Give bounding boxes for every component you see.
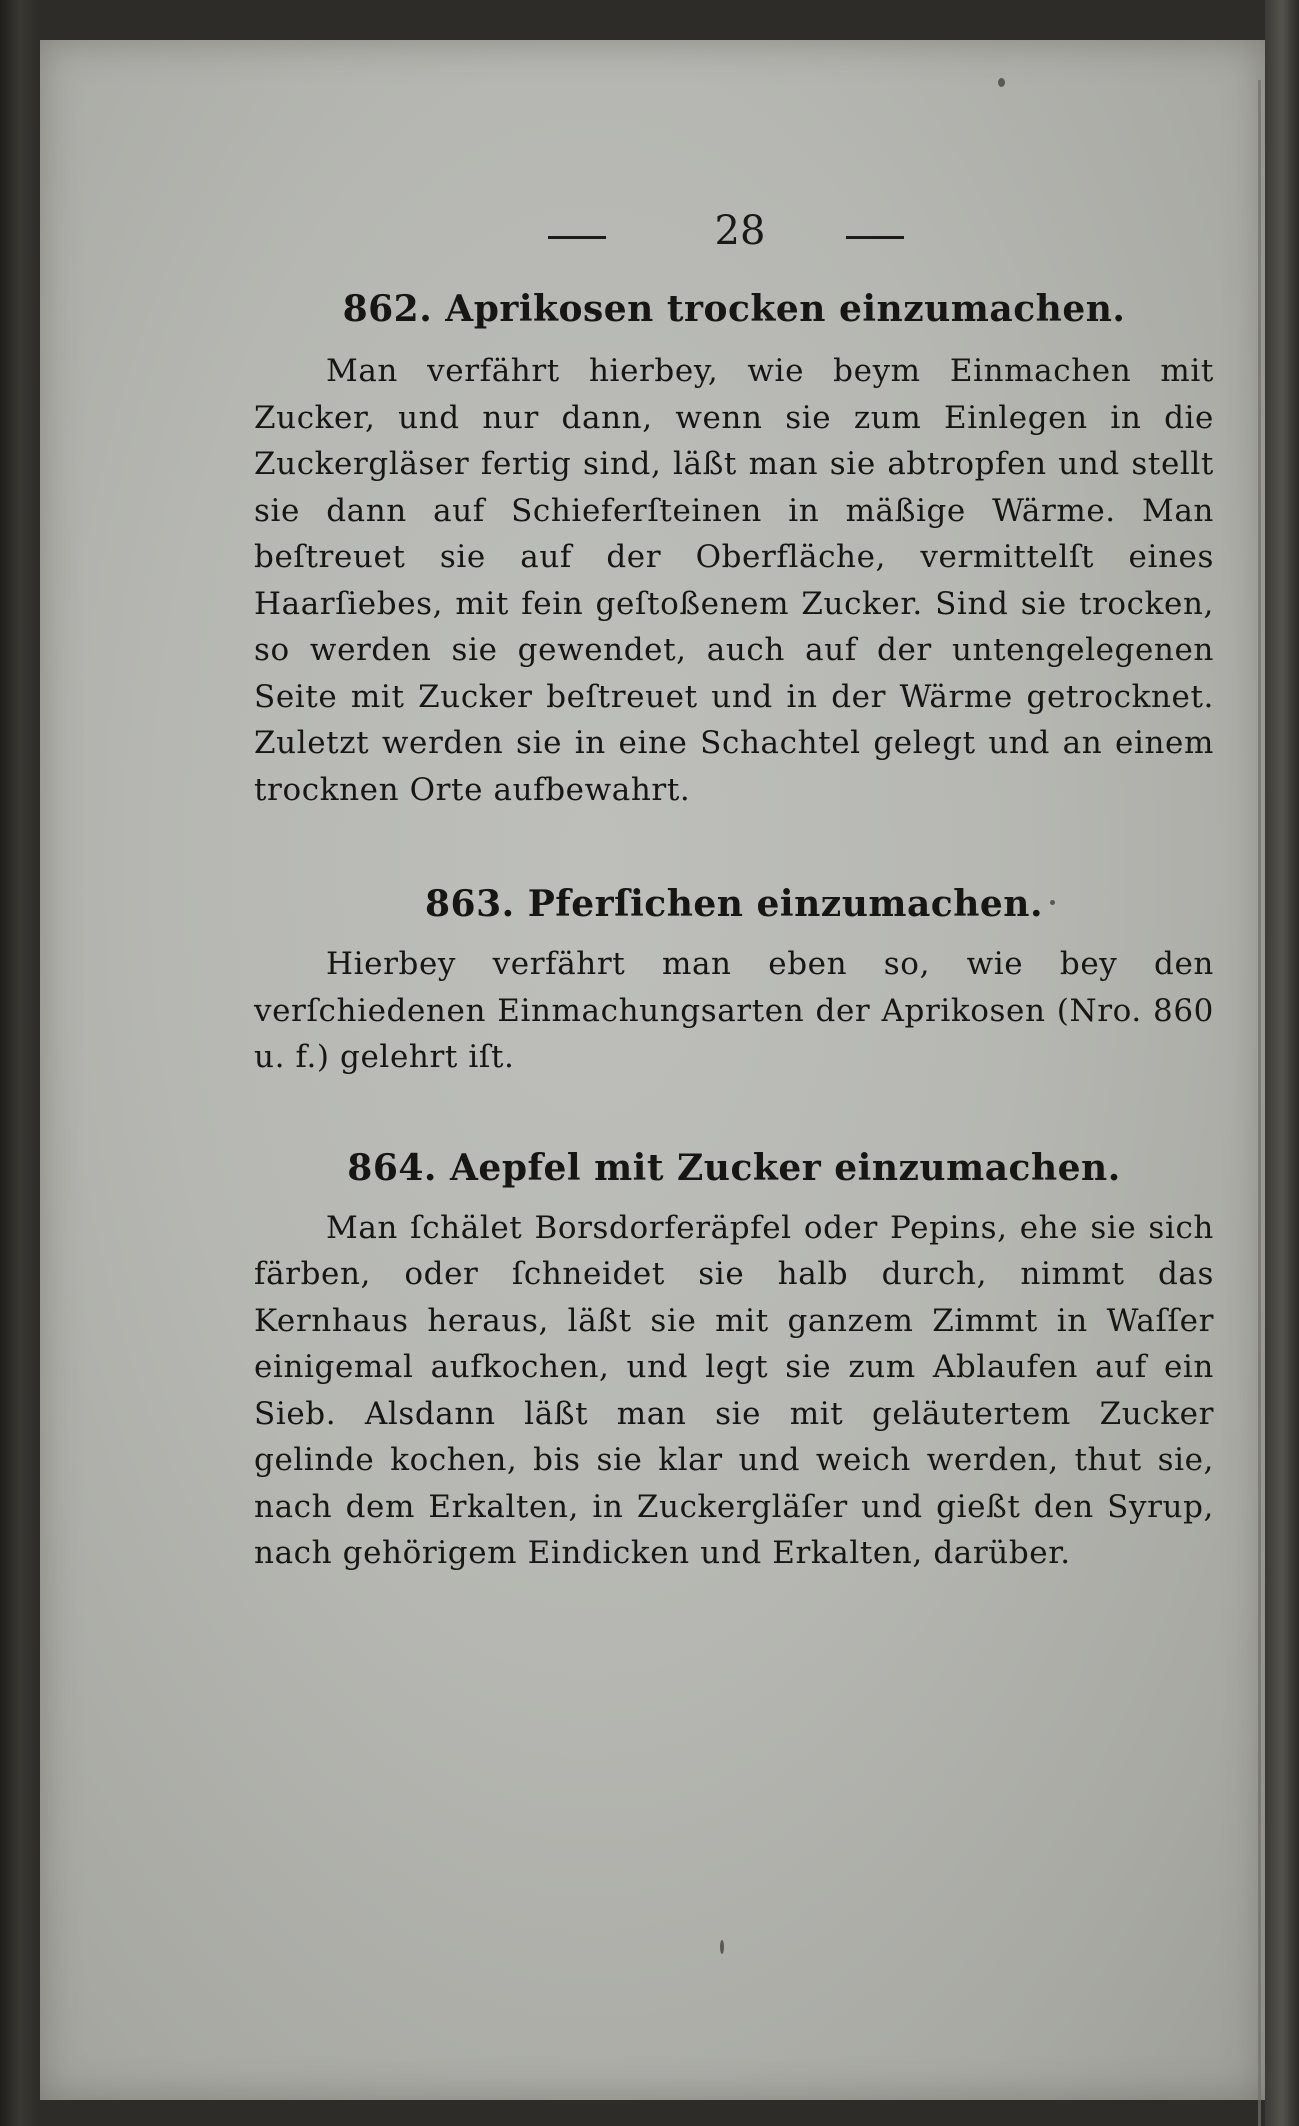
recipe-text: Hierbey verfährt man eben so, wie bey den verſchiedenen Einmachungsarten der Aprikosen (Nro. 860 u. f.) gelehrt iſt. bbox=[254, 946, 1214, 1075]
recipe-entry-862 bbox=[254, 280, 1214, 813]
recipe-title: 863. Pferſichen einzumachen. bbox=[424, 883, 1043, 925]
page-content bbox=[254, 280, 1214, 1577]
header-dash-left bbox=[548, 236, 606, 239]
recipe-text: Man verfährt hierbey, wie beym Einmachen mit Zucker, und nur dann, wenn sie zum Einlegen in die Zuckergläser fertig sind, läßt man sie abtropfen und stellt sie dann auf Schieferſteinen in mäßige Wärme. Man beſtreuet sie auf der Oberfläche, vermittelſt eines Haarſiebes, mit fein geſtoßenem Zucker. Sind sie trocken, so werden sie gewendet, auch auf der untengelegenen Seite mit Zucker beſtreuet und in der Wärme getrocknet. Zuletzt werden sie in eine Schachtel gelegt und an einem trocknen Orte aufbewahrt. bbox=[254, 353, 1214, 808]
recipe-title: 862. Aprikosen trocken einzumachen. bbox=[342, 288, 1126, 330]
gutter-line bbox=[1258, 80, 1261, 2126]
recipe-text: Man ſchälet Borsdorferäpfel oder Pepins, ehe sie sich färben, oder ſchneidet sie halb durch, nimmt das Kernhaus heraus, läßt sie mit ganzem Zimmt in Waſſer einigemal aufkochen, und legt sie zum Ablaufen auf ein Sieb. Alsdann läßt man sie mit geläutertem Zucker gelinde kochen, bis sie klar und weich werden, thut sie, nach dem Erkalten, in Zuckergläſer und gießt den Syrup, nach gehörigem Eindicken und Erkalten, darüber. bbox=[254, 1209, 1214, 1571]
header-dash-right bbox=[846, 236, 904, 239]
paper-speck bbox=[998, 78, 1005, 87]
page-number: 28 bbox=[714, 208, 766, 254]
recipe-title: 864. Aepfel mit Zucker einzumachen. bbox=[347, 1146, 1121, 1189]
paper-speck bbox=[1050, 900, 1055, 905]
recipe-entry-863 bbox=[254, 875, 1214, 1081]
book-spine-edge bbox=[1265, 0, 1299, 2126]
recipe-entry-864 bbox=[254, 1139, 1214, 1577]
page-header bbox=[40, 208, 1265, 268]
book-page bbox=[40, 40, 1265, 2100]
paper-speck bbox=[720, 1940, 724, 1954]
